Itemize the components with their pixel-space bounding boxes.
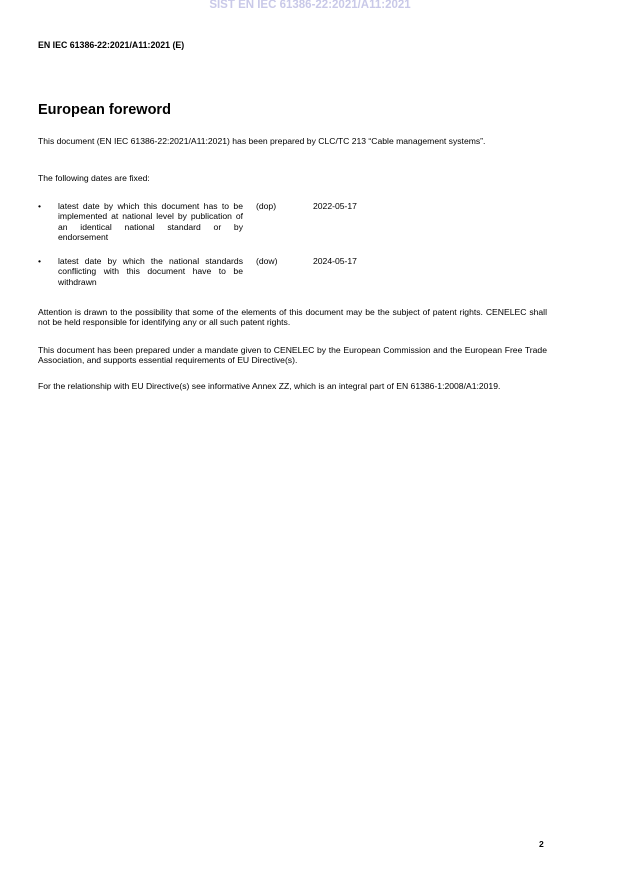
date-item-date: 2024-05-17 [313,256,357,266]
date-item-code: (dop) [256,201,277,211]
paragraph-prepared-by: This document (EN IEC 61386-22:2021/A11:2021) has been prepared by CLC/TC 213 “Cable management systems”. [38,136,486,146]
date-item-dow [38,256,398,291]
date-item-dop [38,201,398,246]
date-item-date: 2022-05-17 [313,201,357,211]
section-title: European foreword [38,102,171,118]
watermark: SIST EN IEC 61386-22:2021/A11:2021 [209,0,411,11]
bullet: • [38,256,42,266]
paragraph-mandate: This document has been prepared under a mandate given to CENELEC by the European Commission and the European Free Trade Association, and supports essential requirements of EU Directive(s). [38,345,547,366]
paragraph-patent: Attention is drawn to the possibility that some of the elements of this document may be the subject of patent rights. CENELEC shall not be held responsible for identifying any or all such patent rights. [38,307,547,328]
date-item-code: (dow) [256,256,278,266]
paragraph-dates-intro: The following dates are fixed: [38,173,150,183]
date-item-text: latest date by which the national standards conflicting with this document have to be withdrawn [58,256,243,287]
document-header: EN IEC 61386-22:2021/A11:2021 (E) [38,40,185,50]
bullet: • [38,201,42,211]
paragraph-directive: For the relationship with EU Directive(s) see informative Annex ZZ, which is an integral part of EN 61386-1:2008/A1:2019. [38,381,501,391]
date-item-text: latest date by which this document has to be implemented at national level by publication of an identical national standard or by endorsement [58,201,243,242]
page-number: 2 [539,839,544,849]
